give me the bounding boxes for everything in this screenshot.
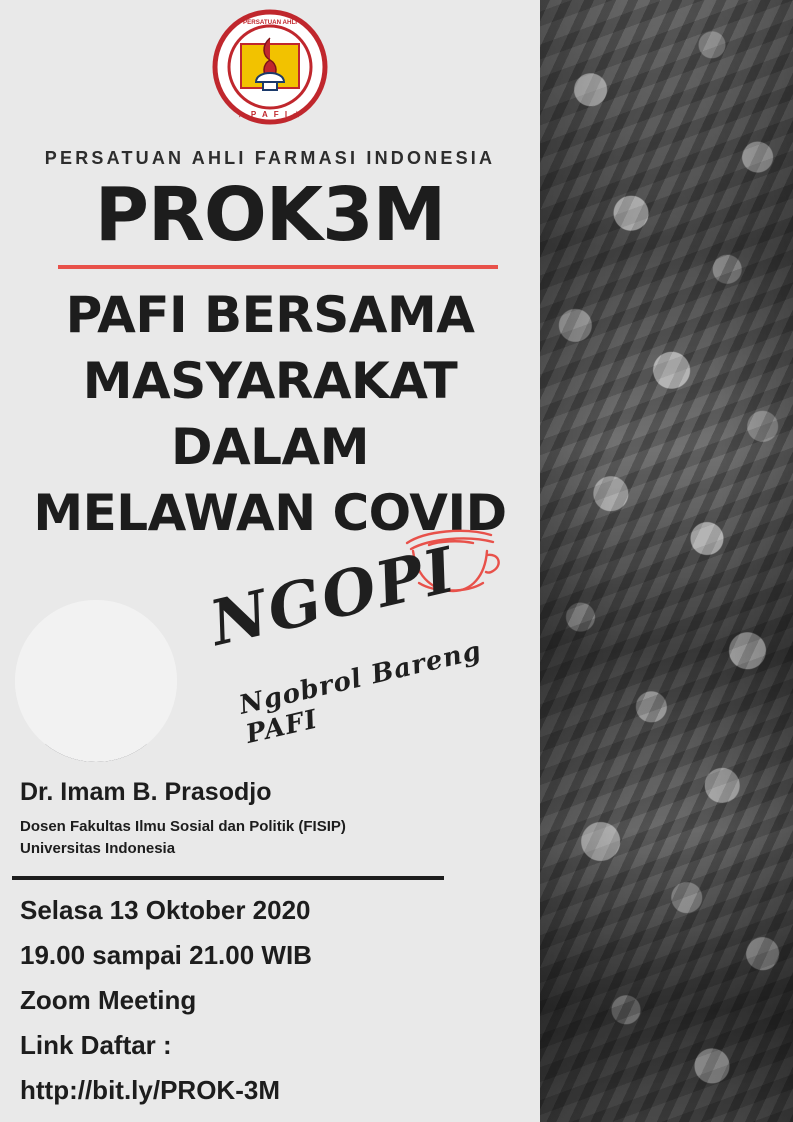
ngopi-block [203, 515, 540, 765]
ngopi-subtitle: Ngobrol Bareng PAFI [236, 635, 485, 750]
event-time: 19.00 sampai 21.00 WIB [20, 940, 312, 970]
speaker-role [20, 816, 440, 860]
page-title: PROK3M [94, 172, 446, 258]
speaker-name: Dr. Imam B. Prasodjo [20, 778, 272, 806]
pafi-logo-icon [211, 8, 329, 126]
speaker-role-line-1: Dosen Fakultas Ilmu Sosial dan Politik (FISIP) [20, 818, 346, 835]
ngopi-title: NGOPI [203, 532, 463, 660]
accent-divider [58, 265, 498, 269]
organization-name: PERSATUAN AHLI FARMASI INDONESIA [44, 148, 496, 168]
svg-text:★ P A F I ★: ★ P A F I ★ [237, 110, 303, 119]
register-label: Link Daftar : [20, 1030, 172, 1060]
pafi-logo [211, 8, 329, 126]
subtitle-line-2: MASYARAKAT DALAM [82, 352, 458, 476]
speaker-role-line-2: Universitas Indonesia [20, 840, 176, 857]
photo-vignette [540, 0, 793, 1122]
speaker-avatar [15, 600, 177, 762]
section-divider [12, 876, 444, 880]
subtitle-line-1: PAFI BERSAMA [65, 286, 475, 344]
avatar-background [15, 600, 177, 762]
subtitle-line-3: MELAWAN COVID [33, 484, 507, 542]
event-details [20, 888, 500, 1113]
register-link[interactable]: http://bit.ly/PROK-3M [20, 1075, 280, 1105]
event-date: Selasa 13 Oktober 2020 [20, 895, 311, 925]
event-platform: Zoom Meeting [20, 985, 197, 1015]
crowd-photo [540, 0, 793, 1122]
poster-subtitle [0, 282, 540, 546]
svg-text:PERSATUAN AHLI: PERSATUAN AHLI [243, 19, 297, 26]
